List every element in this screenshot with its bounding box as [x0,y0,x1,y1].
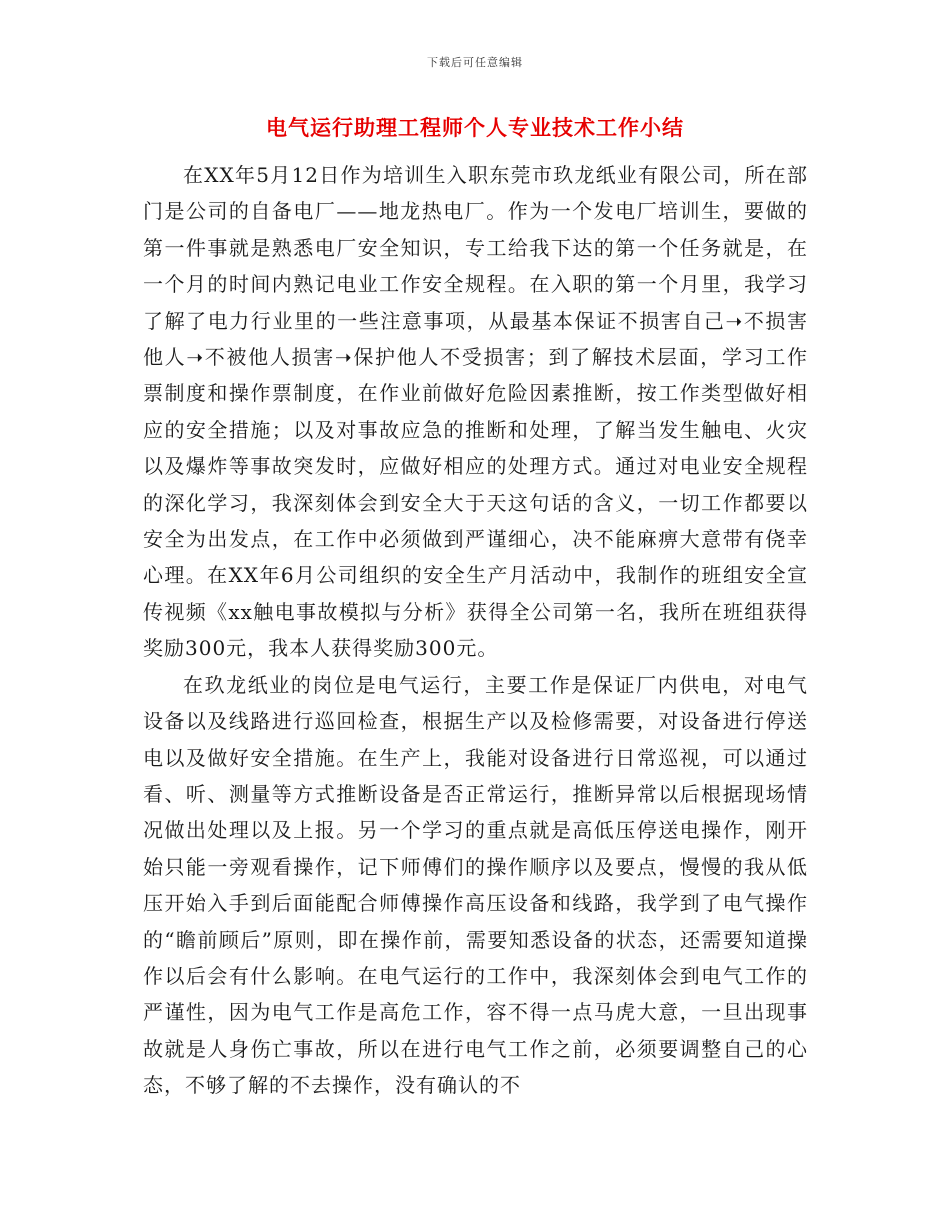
body-paragraph-1: 在XX年5月12日作为培训生入职东莞市玖龙纸业有限公司，所在部门是公司的自备电厂——地龙热电厂。作为一个发电厂培训生，要做的第一件事就是熟悉电厂安全知识，专工给我下达的第一个任务就是，在一个月的时间内熟记电业工作安全规程。在入职的第一个月里，我学习了解了电力行业里的一些注意事项，从最基本保证不损害自己➝不损害他人➝不被他人损害➝保护他人不受损害；到了解技术层面，学习工作票制度和操作票制度，在作业前做好危险因素推断，按工作类型做好相应的安全措施；以及对事故应急的推断和处理，了解当发生触电、火灾以及爆炸等事故突发时，应做好相应的处理方式。通过对电业安全规程的深化学习，我深刻体会到安全大于天这句话的含义，一切工作都要以安全为出发点，在工作中必须做到严谨细心，决不能麻痹大意带有侥幸心理。在XX年6月公司组织的安全生产月活动中，我制作的班组安全宣传视频《xx触电事故模拟与分析》获得全公司第一名，我所在班组获得奖励300元，我本人获得奖励300元。 [143,163,808,661]
document-title: 电气运行助理工程师个人专业技术工作小结 [266,116,684,140]
body-paragraph-2: 在玖龙纸业的岗位是电气运行，主要工作是保证厂内供电，对电气设备以及线路进行巡回检查，根据生产以及检修需要，对设备进行停送电以及做好安全措施。在生产上，我能对设备进行日常巡视，可以通过看、听、测量等方式推断设备是否正常运行，推断异常以后根据现场情况做出处理以及上报。另一个学习的重点就是高低压停送电操作，刚开始只能一旁观看操作，记下师傅们的操作顺序以及要点，慢慢的我从低压开始入手到后面能配合师傅操作高压设备和线路，我学到了电气操作的“瞻前顾后”原则，即在操作前，需要知悉设备的状态，还需要知道操作以后会有什么影响。在电气运行的工作中，我深刻体会到电气工作的严谨性，因为电气工作是高危工作，容不得一点马虎大意，一旦出现事故就是人身伤亡事故，所以在进行电气工作之前，必须要调整自己的心态，不够了解的不去操作，没有确认的不 [143,672,808,1098]
document-body [143,157,808,1217]
header-note: 下载后可任意编辑 [427,56,523,69]
